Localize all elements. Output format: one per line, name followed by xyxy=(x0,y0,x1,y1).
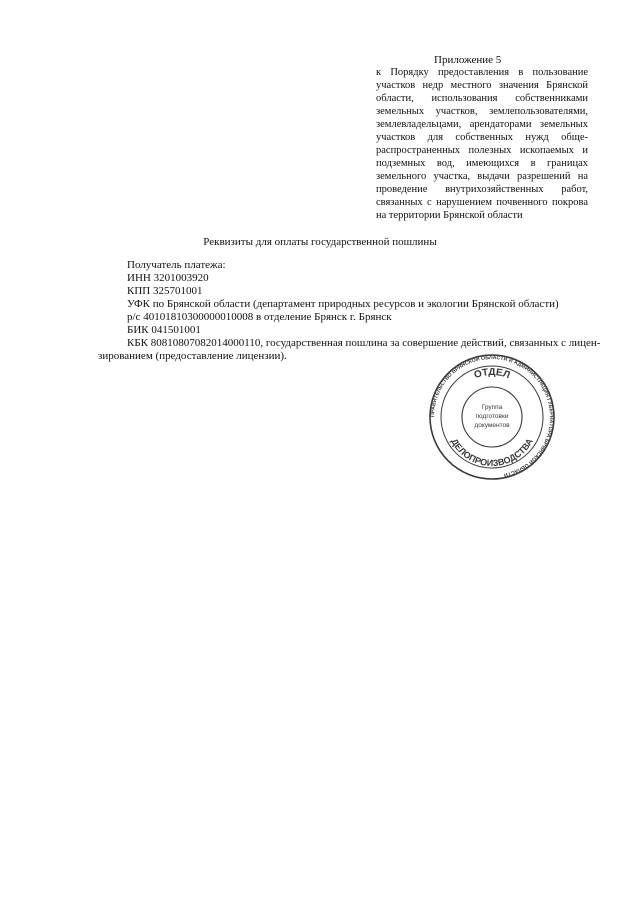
appendix-line: проведение внутрихозяйственных работ, xyxy=(376,184,588,195)
page-heading: Реквизиты для оплаты государственной пошлины xyxy=(203,236,437,248)
stamp-bottom-word: ДЕЛОПРОИЗВОДСТВА xyxy=(449,436,535,469)
account-value: р/с 40101810300000010008 в отделение Брянск г. Брянск xyxy=(127,311,392,323)
appendix-line: участков недр местного значения Брянской xyxy=(376,80,588,91)
office-stamp xyxy=(412,354,572,480)
recipient-label: Получатель платежа: xyxy=(127,259,226,271)
kbk-line: КБК 80810807082014000110, государственная пошлина за совершение действий, связанных с лицен- xyxy=(127,337,601,349)
stamp-center-line: Группа xyxy=(481,404,503,411)
appendix-line: области, использования собственниками xyxy=(376,93,588,104)
stamp-center-line: подготовки xyxy=(475,413,509,420)
appendix-line: распространенных полезных ископаемых и xyxy=(376,145,588,156)
stamp-outer-ring-text: ПРАВИТЕЛЬСТВО БРЯНСКОЙ ОБЛАСТИ И АДМИНИСТРАЦИЯ ГУБЕРНАТОРА БРЯНСКОЙ ОБЛАСТИ xyxy=(429,354,555,478)
kpp-value: КПП 325701001 xyxy=(127,285,203,297)
appendix-line: подземных вод, имеющихся в границах xyxy=(376,158,588,169)
appendix-line: земельного участка, выдачи разрешений на xyxy=(376,171,588,182)
appendix-text xyxy=(376,66,588,222)
appendix-line: земельных участков, землепользователями, xyxy=(376,106,588,117)
payment-details xyxy=(127,259,597,337)
appendix-line: к Порядку предоставления в пользование xyxy=(376,67,588,78)
appendix-line: землевладельцами, арендаторами земельных xyxy=(376,119,588,130)
ufk-value: УФК по Брянской области (департамент природных ресурсов и экологии Брянской области) xyxy=(127,298,559,310)
inn-value: ИНН 3201003920 xyxy=(127,272,209,284)
bik-value: БИК 041501001 xyxy=(127,324,201,336)
appendix-line: участков для собственных нужд обще- xyxy=(376,132,588,143)
appendix-line: связанных с нарушением почвенного покрова xyxy=(376,197,588,208)
kbk-continuation: зированием (предоставление лицензии). xyxy=(98,350,287,362)
stamp-top-word: ОТДЕЛ xyxy=(472,366,512,382)
stamp-center-line: документов xyxy=(474,422,510,429)
appendix-line: на территории Брянской области xyxy=(376,210,523,221)
appendix-title: Приложение 5 xyxy=(434,54,502,66)
